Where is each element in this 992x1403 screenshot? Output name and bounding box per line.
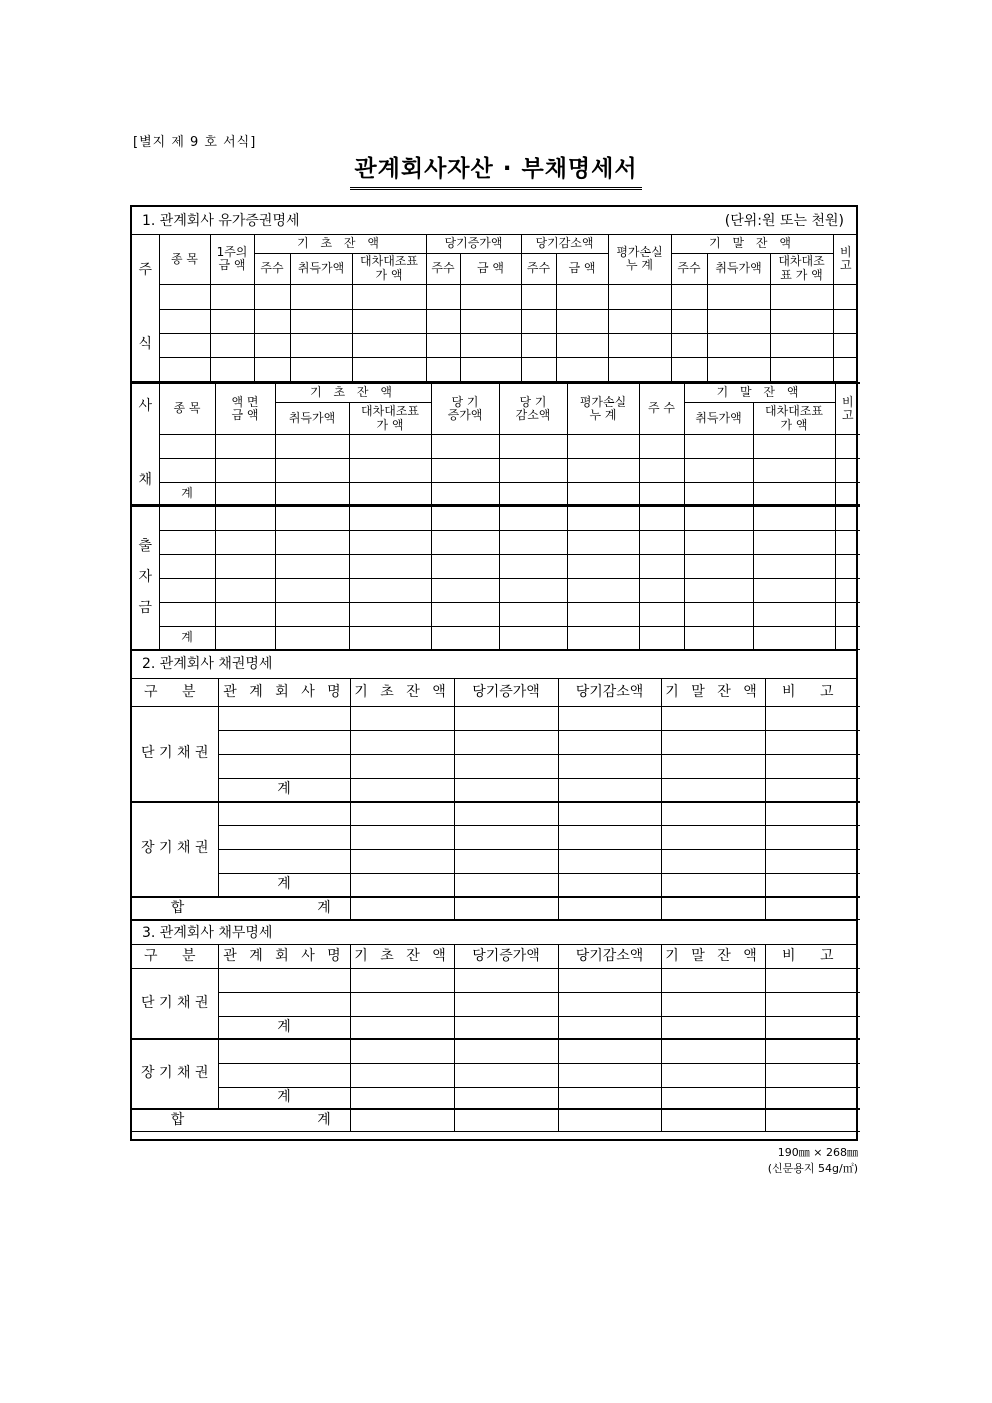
stock-header-decrease: 당기감소액	[521, 235, 608, 253]
table-row	[132, 284, 858, 309]
table-row	[132, 1087, 860, 1109]
table-row	[132, 602, 860, 626]
table-row	[132, 506, 860, 530]
stock-header-begin-balance: 기 초 잔 액	[254, 235, 426, 253]
document-title: 관계회사자산 · 부채명세서	[350, 150, 641, 190]
investment-section-label: 출 자 금	[132, 506, 159, 649]
recv-short-subtotal: 계	[218, 779, 350, 802]
investment-total-label: 계	[159, 626, 215, 649]
section2-title: 2. 관계회사 채권명세	[142, 655, 273, 672]
bond-table	[132, 382, 860, 506]
stock-section-label: 주 식	[132, 235, 159, 381]
stock-header-end-acquisition: 취득가액	[707, 253, 770, 284]
table-row	[132, 435, 860, 459]
table-row	[132, 309, 858, 333]
bond-header-item: 종 목	[159, 383, 215, 435]
table-row	[132, 1063, 860, 1087]
recv-header-end: 기 말 잔 액	[661, 679, 765, 707]
stock-header-end-balance: 기 말 잔 액	[671, 235, 833, 253]
recv-header-increase: 당기증가액	[454, 679, 558, 707]
pay-short-subtotal: 계	[218, 1016, 350, 1039]
pay-header-increase: 당기증가액	[454, 945, 558, 968]
bond-header-note: 비 고	[835, 383, 860, 435]
payables-table	[132, 945, 860, 1132]
recv-header-begin: 기 초 잔 액	[350, 679, 454, 707]
table-row	[132, 802, 860, 826]
bond-header-end-balance: 기 말 잔 액	[684, 383, 835, 403]
section1-title: 1. 관계회사 유가증권명세	[142, 213, 300, 229]
recv-header-note: 비 고	[765, 679, 860, 707]
table-row	[132, 850, 860, 874]
recv-long-term-label: 장 기 채 권	[132, 802, 218, 897]
stock-header-increase: 당기증가액	[426, 235, 521, 253]
pay-grand-total: 합 계	[132, 1109, 350, 1131]
pay-header-end: 기 말 잔 액	[661, 945, 765, 968]
section3-header	[132, 920, 856, 945]
bond-header-end-bs-value: 대차대조표 가 액	[753, 403, 835, 435]
form-number: [별지 제 9 호 서식]	[133, 135, 257, 150]
form-frame	[130, 205, 858, 1141]
table-row	[132, 755, 860, 779]
recv-header-category: 구 분	[132, 679, 218, 707]
bond-header-end-acquisition: 취득가액	[684, 403, 753, 435]
pay-long-subtotal: 계	[218, 1087, 350, 1109]
pay-long-term-label: 장 기 채 권	[132, 1039, 218, 1109]
recv-header-decrease: 당기감소액	[558, 679, 661, 707]
paper-size: 190㎜ × 268㎜	[777, 1146, 858, 1159]
recv-header-company: 관 계 회 사 명	[218, 679, 350, 707]
stock-header-dec-shares: 주수	[521, 253, 556, 284]
receivables-table	[132, 679, 860, 921]
bond-header-face: 액 면 금 액	[215, 383, 275, 435]
pay-header-company: 관 계 회 사 명	[218, 945, 350, 968]
table-row	[132, 874, 860, 897]
table-row	[132, 897, 860, 920]
bond-header-increase: 당 기 증가액	[431, 383, 499, 435]
table-row	[132, 578, 860, 602]
bond-header-acquisition: 취득가액	[275, 403, 349, 435]
investment-table	[132, 505, 860, 650]
bond-section-label: 사 채	[132, 383, 159, 505]
bond-header-begin-balance: 기 초 잔 액	[275, 383, 431, 403]
table-row	[132, 992, 860, 1016]
stock-header-eval-loss: 평가손실 누 계	[608, 235, 671, 284]
table-row	[132, 1016, 860, 1039]
recv-long-subtotal: 계	[218, 874, 350, 897]
stock-header-dec-amount: 금 액	[556, 253, 608, 284]
pay-header-note: 비 고	[765, 945, 860, 968]
stock-header-end-shares: 주수	[671, 253, 707, 284]
bond-header-bs-value: 대차대조표 가 액	[349, 403, 431, 435]
table-row	[132, 1039, 860, 1063]
stock-header-par: 1주의 금 액	[210, 235, 254, 284]
table-row	[132, 826, 860, 850]
bond-header-eval-loss: 평가손실 누 계	[567, 383, 639, 435]
stock-table	[132, 235, 858, 382]
recv-grand-total: 합 계	[132, 897, 350, 920]
stock-header-inc-amount: 금 액	[460, 253, 521, 284]
stock-header-note: 비 고	[833, 235, 858, 284]
table-row	[132, 1109, 860, 1131]
stock-header-shares: 주수	[254, 253, 290, 284]
table-row	[132, 707, 860, 731]
pay-header-category: 구 분	[132, 945, 218, 968]
section1-header	[132, 207, 856, 235]
recv-short-term-label: 단 기 채 권	[132, 707, 218, 802]
pay-header-decrease: 당기감소액	[558, 945, 661, 968]
table-row	[132, 483, 860, 505]
section3-title: 3. 관계회사 채무명세	[142, 925, 273, 941]
table-row	[132, 530, 860, 554]
stock-header-item: 종 목	[159, 235, 210, 284]
table-row	[132, 779, 860, 802]
table-row	[132, 333, 858, 357]
table-row	[132, 626, 860, 649]
stock-header-acquisition: 취득가액	[290, 253, 352, 284]
table-row	[132, 968, 860, 992]
stock-header-end-bs-value: 대차대조 표 가 액	[770, 253, 833, 284]
pay-header-begin: 기 초 잔 액	[350, 945, 454, 968]
stock-header-inc-shares: 주수	[426, 253, 460, 284]
bond-header-decrease: 당 기 감소액	[499, 383, 567, 435]
bond-header-shares: 주 수	[639, 383, 684, 435]
table-row	[132, 459, 860, 483]
paper-type: (신문용지 54g/㎡)	[767, 1162, 858, 1175]
stock-header-bs-value: 대차대조표 가 액	[352, 253, 426, 284]
bond-total-label: 계	[159, 483, 215, 505]
pay-short-term-label: 단 기 채 권	[132, 968, 218, 1039]
table-row	[132, 357, 858, 381]
table-row	[132, 731, 860, 755]
unit-label: (단위:원 또는 천원)	[724, 213, 844, 229]
section2-header	[132, 650, 856, 679]
table-row	[132, 554, 860, 578]
